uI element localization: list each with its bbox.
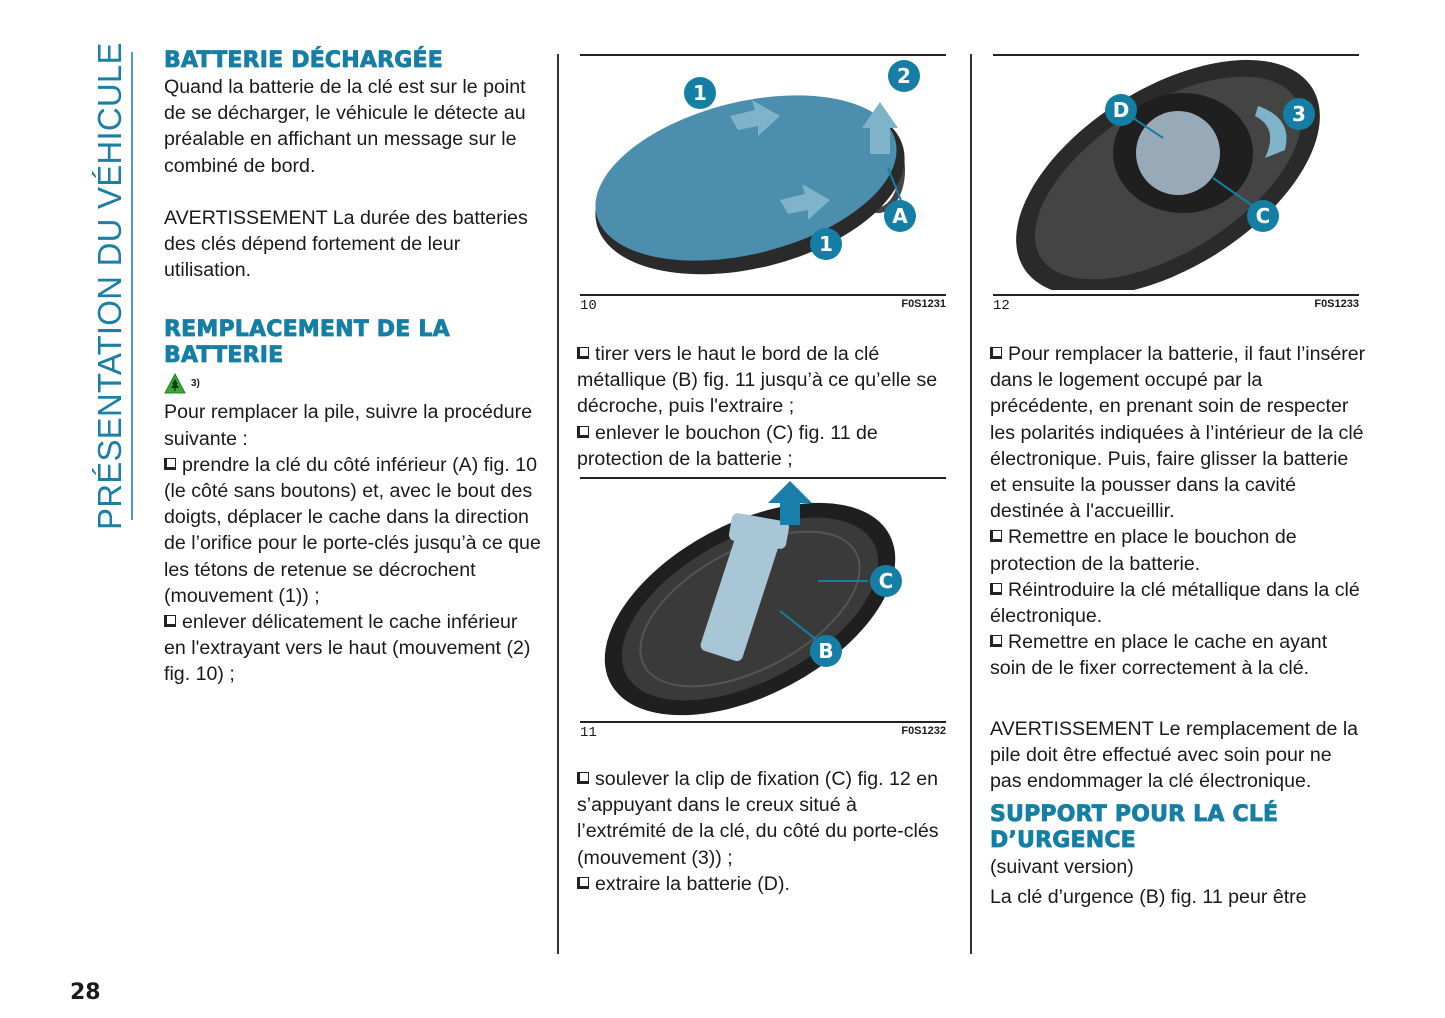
section-title-vertical [86,40,134,530]
callout-3 [1283,98,1315,130]
checkbox-bullet-icon [577,772,589,784]
checkbox-bullet-icon [990,635,1002,647]
figure-code: F0S1233 [1314,298,1359,310]
step-item: tirer vers le haut le bord de la clé métallique (B) fig. 11 jusqu’à ce qu’elle se décroche, puis l'extraire ; [577,343,938,418]
heading-support-cle-urgence: SUPPORT POUR LA CLÉ D’URGENCE [990,802,1279,854]
svg-text:B: B [818,639,834,663]
section-title-text: PRÉSENTATION DU VÉHICULE [91,42,128,530]
svg-text:C: C [1255,204,1271,228]
callout-D [1105,94,1137,126]
figure-number: 11 [580,725,597,741]
eco-tree-icon [164,373,186,395]
callout-2 [888,60,920,92]
heading-batterie-dechargee: BATTERIE DÉCHARGÉE [164,48,443,73]
key-interior-illustration [580,481,946,717]
paragraph-emergency-key: La clé d’urgence (B) fig. 11 peur être [990,886,1307,909]
svg-text:3: 3 [1292,102,1306,126]
step-item: Remettre en place le bouchon de protection de la batterie. [990,526,1297,575]
paragraph-low-battery: Quand la batterie de la clé est sur le point de se décharger, le véhicule le détecte au préalable en affichant un message sur le combiné de bord. [164,76,526,177]
step-item: Réintroduire la clé métallique dans la clé électronique. [990,578,1360,628]
checkbox-bullet-icon [577,877,589,889]
column-divider-2 [970,54,972,954]
sidebar-divider [131,52,133,520]
figure-code: F0S1231 [901,298,946,310]
note-reference: 3) [191,378,200,390]
step-item: extraire la batterie (D). [577,871,949,897]
column-1 [164,48,544,688]
page-number: 28 [70,980,101,1005]
svg-text:2: 2 [897,64,911,88]
figure-10 [580,54,946,318]
column-3-text [990,341,1366,911]
step-item: Pour remplacer la batterie, il faut l’insérer dans le logement occupé par la précédente, en prenant soin de respecter les polarités indiquées à l’intérieur de la clé électronique. Puis, faire glisser la batterie et ensuite la pousser dans la cavité destinée à l'accueillir. [990,343,1366,523]
figure-number: 10 [580,298,597,314]
checkbox-bullet-icon [577,426,589,438]
checkbox-bullet-icon [164,615,176,627]
paragraph-version-note: (suivant version) [990,856,1134,879]
battery-compartment-illustration [993,58,1359,290]
step-item: enlever délicatement le cache inférieur en l'extrayant vers le haut (mouvement (2) fig. 10) ; [164,611,531,686]
callout-1-bottom [810,228,842,260]
step-item: prendre la clé du côté inférieur (A) fig. 10 (le côté sans boutons) et, avec le bout des doigts, déplacer le cache dans la direction de l’orifice pour le porte-clés jusqu’à ce que les tétons de retenue se décrochent (mouvement (1)) ; [164,453,541,607]
svg-text:A: A [892,204,908,228]
key-cover-illustration [580,58,946,290]
column-2-text-b [577,766,949,897]
svg-text:1: 1 [819,232,833,256]
warning-battery-life: AVERTISSEMENT La durée des batteries des clés dépend fortement de leur utilisation. [164,206,528,282]
checkbox-bullet-icon [990,583,1002,595]
checkbox-bullet-icon [164,458,176,470]
step-item: soulever la clip de fixation (C) fig. 12 en s’appuyant dans le creux situé à l’extrémité de la clé, du côté du porte-clés (mouvement (3)) ; [577,768,939,869]
callout-A [884,200,916,232]
callout-C [1247,200,1279,232]
paragraph-procedure-intro: Pour remplacer la pile, suivre la procédure suivante : [164,401,533,450]
svg-text:D: D [1112,98,1130,122]
heading-remplacement: REMPLACEMENT DE LA BATTERIE [164,317,450,369]
callout-C [870,565,902,597]
warning-replacement: AVERTISSEMENT Le remplacement de la pile doit être effectué avec soin pour ne pas endommager la clé électronique. [990,717,1359,793]
svg-text:1: 1 [693,81,707,105]
callout-1-top [684,77,716,109]
figure-11 [580,477,946,745]
figure-number: 12 [993,298,1010,314]
column-divider-1 [557,54,559,954]
step-item: Remettre en place le cache en ayant soin de le fixer correctement à la clé. [990,631,1328,680]
column-2-text-a [577,341,949,472]
checkbox-bullet-icon [990,347,1002,359]
svg-text:C: C [878,569,894,593]
callout-B [810,635,842,667]
checkbox-bullet-icon [577,347,589,359]
figure-code: F0S1232 [901,725,946,737]
eco-note [164,369,544,399]
checkbox-bullet-icon [990,530,1002,542]
figure-12 [993,54,1359,318]
step-item: enlever le bouchon (C) fig. 11 de protection de la batterie ; [577,421,878,470]
